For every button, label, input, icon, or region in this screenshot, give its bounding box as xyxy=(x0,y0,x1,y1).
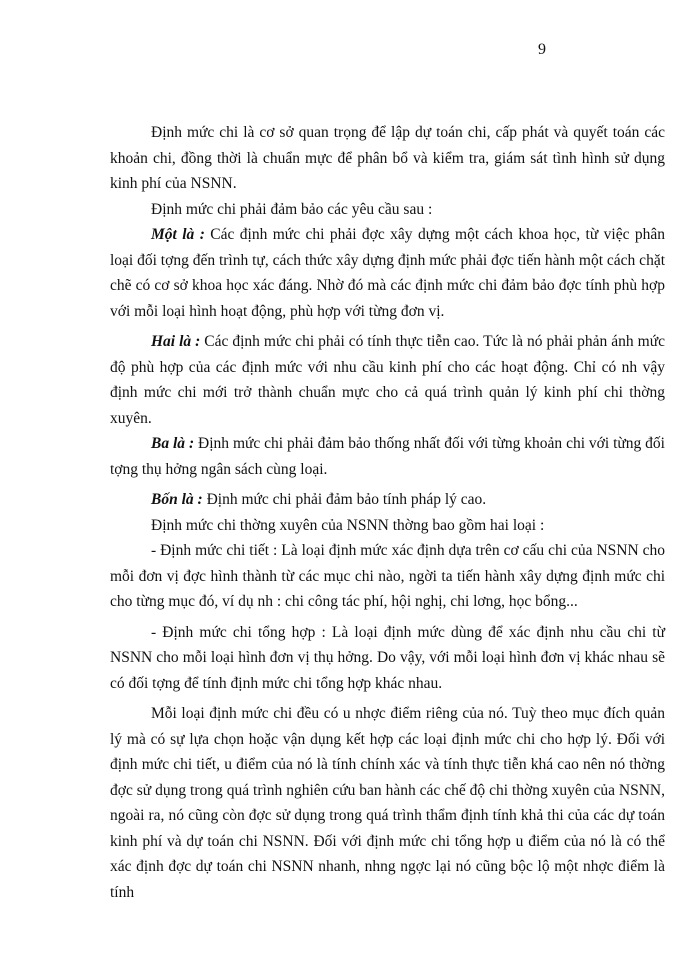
paragraph-text: Định mức chi phải đảm bảo thống nhất đối với từng khoản chi với từng đối tợng thụ hởng ngân sách cùng loại. xyxy=(110,435,665,478)
paragraph xyxy=(110,222,665,324)
paragraph-text: Các định mức chi phải có tính thực tiễn cao. Tức là nó phải phản ánh mức độ phù hợp của các định mức với nhu cầu kinh phí cho các hoạt động. Chỉ có nh vậy định mức chi mới trở thành chuẩn mực cho cả quá trình quản lý kinh phí chi thờng xuyên. xyxy=(110,333,665,427)
paragraph: - Định mức chi tổng hợp : Là loại định mức dùng để xác định nhu cầu chi từ NSNN cho mỗi loại hình đơn vị thụ hởng. Do vậy, với mỗi loại hình đơn vị khác nhau sẽ có đối tợng để tính định mức chi tổng hợp khác nhau. xyxy=(110,623,665,692)
paragraph xyxy=(110,329,665,431)
paragraph: - Định mức chi tiết : Là loại định mức xác định dựa trên cơ cấu chi của NSNN cho mỗi đơn vị đợc hình thành từ các mục chi nào, ngời ta tiến hành xây dựng định mức chi cho từng mục đó, ví dụ nh : chi công tác phí, hội nghị, chi lơng, học bổng... xyxy=(110,542,665,610)
paragraph-lead: Một là : xyxy=(151,226,205,243)
paragraph xyxy=(110,487,665,513)
paragraph-lead: Hai là : xyxy=(151,333,201,350)
page-number: 9 xyxy=(538,41,546,58)
paragraph-lead: Ba là : xyxy=(151,435,195,452)
paragraph-text: Định mức chi phải đảm bảo tính pháp lý cao. xyxy=(202,491,487,508)
paragraph: Định mức chi thờng xuyên của NSNN thờng bao gồm hai loại : xyxy=(151,516,545,534)
paragraph xyxy=(110,431,665,482)
document-body xyxy=(110,120,665,905)
paragraph-lead: Bốn là : xyxy=(151,491,203,508)
paragraph: Mỗi loại định mức chi đều có u nhợc điểm riêng của nó. Tuỳ theo mục đích quản lý mà có sự lựa chọn hoặc vận dụng kết hợp các loại định mức chi cho hợp lý. Đối với định mức chi tiết, u điểm của nó là tính chính xác và tính thực tiễn khá cao nên nó thờng đợc sử dụng trong quá trình nghiên cứu ban hành các chế độ chi thờng xuyên của NSNN, ngoài ra, nó cũng còn đợc sử dụng trong quá trình thẩm định tính khả thi của các dự toán kinh phí và dự toán chi NSNN. Đối với định mức chi tổng hợp u điểm của nó là có thể xác định đợc dự toán chi NSNN nhanh, nhng ngợc lại nó cũng bộc lộ một nhợc điểm là tính xyxy=(110,705,665,901)
paragraph: Định mức chi là cơ sở quan trọng để lập dự toán chi, cấp phát và quyết toán các khoản chi, đồng thời là chuẩn mực để phân bổ và kiểm tra, giám sát tình hình sử dụng kinh phí của NSNN. xyxy=(110,124,665,192)
paragraph: Định mức chi phải đảm bảo các yêu cầu sau : xyxy=(151,200,433,218)
paragraph-text: Các định mức chi phải đợc xây dựng một cách khoa học, từ việc phân loại đối tợng đến trình tự, cách thức xây dựng định mức phải đợc tiến hành một cách chặt chẽ có cơ sở khoa học xác đáng. Nhờ đó mà các định mức chi đảm bảo đợc tính phù hợp với mỗi loại hình hoạt động, phù hợp với từng đơn vị. xyxy=(110,226,665,320)
